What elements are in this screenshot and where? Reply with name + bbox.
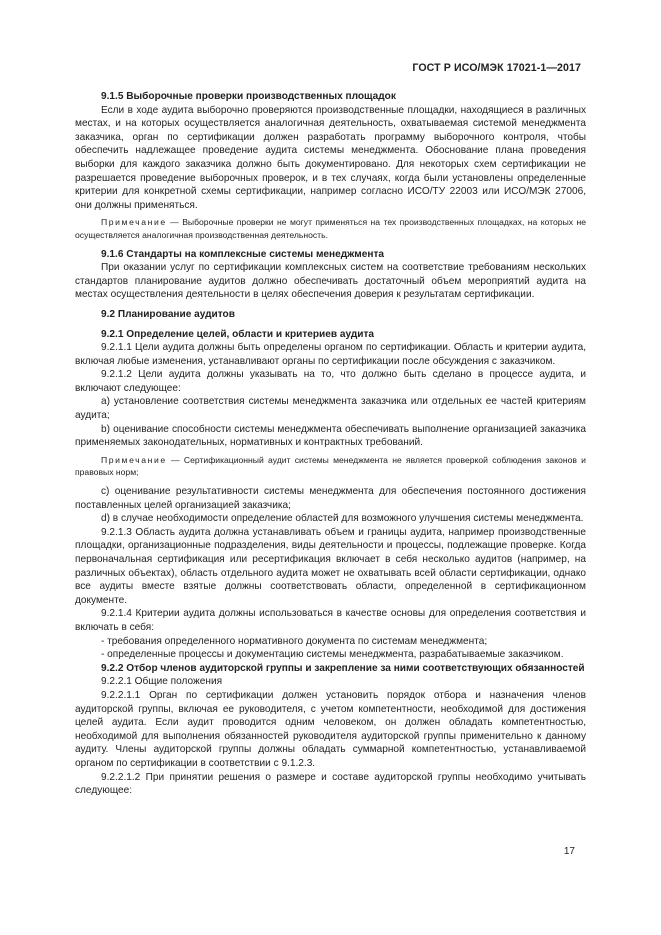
section-9-2-title: 9.2 Планирование аудитов bbox=[101, 308, 235, 320]
list-item-d: d) в случае необходимости определение областей для возможного улучшения системы менеджмента. bbox=[101, 513, 584, 525]
document-body bbox=[75, 90, 586, 798]
document-header: ГОСТ Р ИСО/МЭК 17021-1—2017 bbox=[412, 62, 581, 74]
section-9-2-2-title: 9.2.2 Отбор членов аудиторской группы и закрепление за ними соответствующих обязанностей bbox=[101, 662, 585, 674]
note-2-label: Примечание bbox=[101, 454, 167, 465]
section-9-1-6-title: 9.1.6 Стандарты на комплексные системы менеджмента bbox=[101, 248, 385, 260]
note-1-label: Примечание bbox=[101, 217, 167, 228]
list-item-a: a) установление соответствия системы менеджмента заказчика или отдельных ее частей критериям аудита; bbox=[75, 396, 586, 422]
section-9-1-6-text: При оказании услуг по сертификации комплексных систем на соответствие требованиям нескольких стандартов планирование аудитов должно обеспечивать достаточный объем мероприятий аудита на местах осуществления деятельности в целях обеспечения доверия к результатам сертификации. bbox=[75, 262, 586, 301]
para-9-2-1-1: 9.2.1.1 Цели аудита должны быть определены органом по сертификации. Область и критерии аудита, включая любые изменения, устанавливают органы по сертификации после обсуждения с заказчиком. bbox=[75, 342, 586, 367]
dash-item-1: - требования определенного нормативного документа по системам менеджмента; bbox=[101, 635, 488, 647]
list-item-c: c) оценивание результативности системы менеджмента для обеспечения постоянного достижения поставленных целей организацией заказчика; bbox=[75, 486, 586, 511]
para-9-2-1-3: 9.2.1.3 Область аудита должна устанавливать объем и границы аудита, например производственные площадки, организационные подразделения, виды деятельности и процессы, подлежащие проверке. Когда первоначальная сертификация или ресертификация включает в себя несколько аудитов (например, на различных объектах), область отдельного аудита может не охватывать всей области сертификации, однако все аудиты вместе взятые должны соответствовать области, определенной в сертификационном документе. bbox=[75, 526, 586, 606]
note-2-text: — Сертификационный аудит системы менеджмента не является проверкой соблюдения законов и правовых норм; bbox=[75, 454, 586, 478]
dash-item-2: - определенные процессы и документацию системы менеджмента, разрабатываемые заказчиком. bbox=[101, 649, 564, 661]
section-9-1-5-title: 9.1.5 Выборочные проверки производственных площадок bbox=[101, 91, 396, 102]
note-1-text: — Выборочные проверки не могут применяться на тех производственных площадках, на которых не осуществляется аналогичная производственная деятельность. bbox=[75, 217, 586, 240]
note-1 bbox=[75, 216, 586, 241]
list-item-b: b) оценивание способности системы менеджмента обеспечивать выполнение организацией заказчика применяемых законодательных, нормативных и контрактных требований. bbox=[75, 423, 586, 449]
para-9-2-2-1-2: 9.2.2.1.2 При принятии решения о размере и составе аудиторской группы необходимо учитывать следующее: bbox=[75, 771, 586, 797]
page-number: 17 bbox=[563, 846, 575, 857]
para-9-2-2-1-1: 9.2.2.1.1 Орган по сертификации должен установить порядок отбора и назначения членов аудиторской группы, включая ее руководителя, с учетом компетентности, необходимой для достижения целей аудита. Если аудит проводится одним человеком, он должен обладать компетентностью, необходимой для выполнения обязанностей руководителя аудиторской группы применительно к данному аудиту. Члены аудиторской группы должны обладать суммарной компетентностью, устанавливаемой органом по сертификации в соответствии с 9.1.2.3. bbox=[75, 689, 586, 769]
para-9-2-1-4: 9.2.1.4 Критерии аудита должны использоваться в качестве основы для определения соответствия и включать в себя: bbox=[75, 608, 586, 633]
note-2 bbox=[75, 454, 586, 479]
section-9-2-1-title: 9.2.1 Определение целей, области и критериев аудита bbox=[101, 328, 375, 340]
para-9-2-1-2: 9.2.1.2 Цели аудита должны указывать на то, что должно быть сделано в процессе аудита, и включают следующее: bbox=[75, 369, 586, 394]
section-9-1-5-text: Если в ходе аудита выборочно проверяются производственные площадки, находящиеся в различных местах, и на которых осуществляется аналогичная деятельность, охватываемая системой менеджмента заказчика, орган по сертификации должен разработать программу выборочного контроля, чтобы обеспечить надлежащее проведение аудита системы менеджмента. Обоснование плана проведения выборки для каждого заказчика должно быть документировано. Для некоторых схем сертификации не разрешается проведение выборочных проверок, и в тех случаях, когда были установлены определенные критерии для конкретной схемы сертификации, например согласно ИСО/ТУ 22003 или ИСО/МЭК 27006, они должны применяться. bbox=[75, 104, 586, 211]
para-9-2-2-1: 9.2.2.1 Общие положения bbox=[101, 676, 223, 688]
